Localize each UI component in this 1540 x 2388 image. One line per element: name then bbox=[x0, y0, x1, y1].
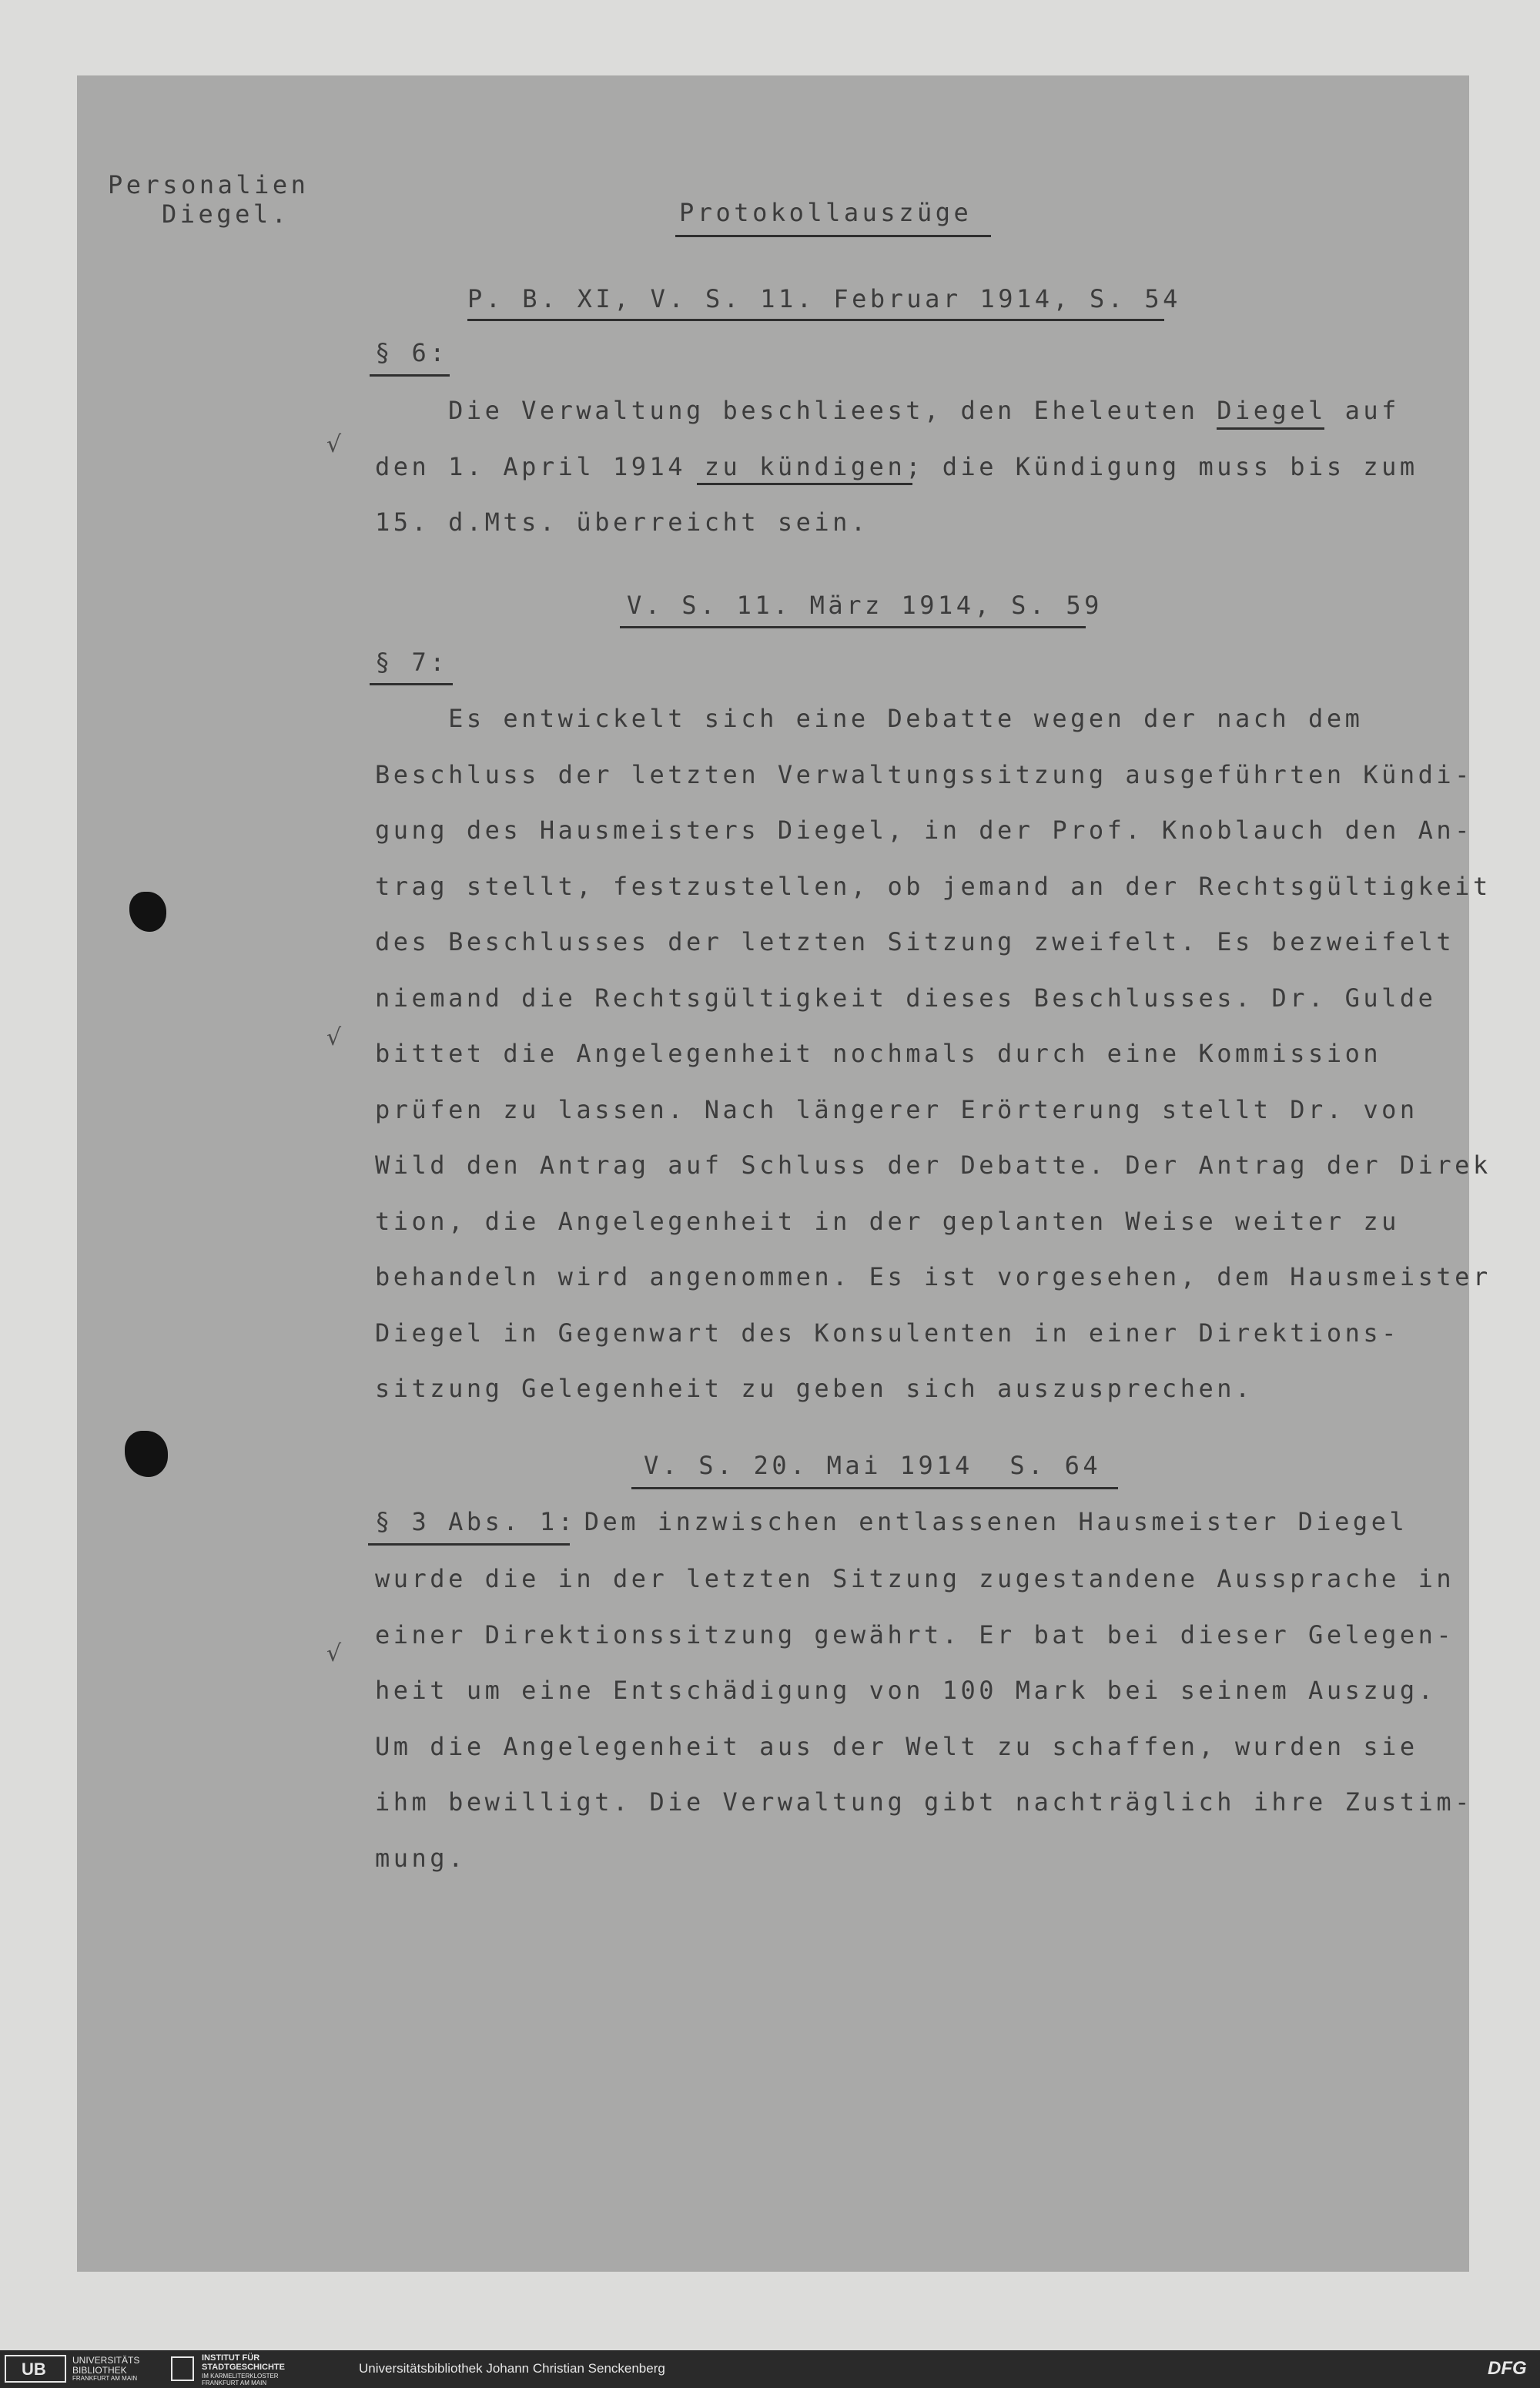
section2-paragraph-mark: § 7: bbox=[375, 648, 449, 677]
margin-note-line-1: Personalien bbox=[108, 170, 310, 199]
dfg-logo: DFG bbox=[1488, 2358, 1527, 2379]
text-line: Um die Angelegenheit aus der Welt zu schaffen, wurden sie bbox=[375, 1731, 1418, 1761]
text-line: 15. d.Mts. überreicht sein. bbox=[375, 507, 869, 537]
ub-logo-text: UB bbox=[22, 2360, 46, 2379]
ub-line-2: BIBLIOTHEK bbox=[72, 2365, 127, 2376]
text-line: einer Direktionssitzung gewährt. Er bat bei dieser Gelegen- bbox=[375, 1619, 1455, 1649]
ub-line-1: UNIVERSITÄTS bbox=[72, 2355, 140, 2366]
check-mark-1: √ bbox=[326, 431, 342, 458]
section3-mark-underline bbox=[368, 1543, 570, 1546]
text-line: tion, die Angelegenheit in der geplanten Weise weiter zu bbox=[375, 1206, 1400, 1236]
footer-bar bbox=[0, 2350, 1540, 2388]
section2-text bbox=[375, 691, 1491, 1417]
text-line: heit um eine Entschädigung von 100 Mark bei seinem Auszug. bbox=[375, 1676, 1437, 1705]
text-line: gung des Hausmeisters Diegel, in der Prof. Knoblauch den An- bbox=[375, 816, 1473, 845]
institut-line-2: STADTGESCHICHTE bbox=[202, 2363, 285, 2372]
text-line: Die Verwaltung beschlieest, den Eheleuten Diegel auf bbox=[375, 396, 1400, 425]
text-line: den 1. April 1914 zu kündigen; die Kündigung muss bis zum bbox=[375, 451, 1418, 481]
text-line: Es entwickelt sich eine Debatte wegen der nach dem bbox=[375, 704, 1364, 733]
text-line: niemand die Rechtsgültigkeit dieses Beschlusses. Dr. Gulde bbox=[375, 983, 1437, 1013]
section1-heading: P. B. XI, V. S. 11. Februar 1914, S. 54 bbox=[467, 284, 1181, 313]
institut-emblem bbox=[171, 2356, 194, 2381]
section3-paragraph-mark: § 3 Abs. 1: bbox=[375, 1507, 577, 1536]
institut-line-1: INSTITUT FÜR bbox=[202, 2353, 260, 2363]
text-line: Beschluss der letzten Verwaltungssitzung ausgeführten Kündi- bbox=[375, 759, 1473, 789]
ub-line-3: FRANKFURT AM MAIN bbox=[72, 2375, 138, 2382]
text-line: sitzung Gelegenheit zu geben sich auszusprechen. bbox=[375, 1374, 1254, 1403]
check-mark-2: √ bbox=[326, 1024, 342, 1051]
diegel-underline bbox=[1217, 427, 1324, 430]
margin-note-line-2: Diegel. bbox=[162, 199, 290, 229]
section3-heading-underline bbox=[631, 1487, 1118, 1489]
section2-mark-underline bbox=[370, 683, 453, 685]
text-line: ihm bewilligt. Die Verwaltung gibt nachträglich ihre Zustim- bbox=[375, 1787, 1473, 1817]
text-line: des Beschlusses der letzten Sitzung zweifelt. Es bezweifelt bbox=[375, 927, 1455, 956]
section2-heading-underline bbox=[620, 626, 1086, 628]
library-name: Universitätsbibliothek Johann Christian Senckenberg bbox=[359, 2361, 665, 2376]
document-title: Protokollauszüge bbox=[679, 198, 973, 227]
institut-line-3: IM KARMELITERKLOSTER bbox=[202, 2373, 279, 2380]
check-mark-3: √ bbox=[326, 1640, 342, 1667]
text-line: mung. bbox=[375, 1843, 467, 1873]
institut-line-4: FRANKFURT AM MAIN bbox=[202, 2380, 267, 2386]
text-line: behandeln wird angenommen. Es ist vorgesehen, dem Hausmeister bbox=[375, 1262, 1491, 1291]
text-line: bittet die Angelegenheit nochmals durch eine Kommission bbox=[375, 1039, 1382, 1068]
text-line: Wild den Antrag auf Schluss der Debatte. Der Antrag der Direk bbox=[375, 1150, 1491, 1180]
section1-heading-underline bbox=[467, 319, 1164, 321]
text-line: trag stellt, festzustellen, ob jemand an der Rechtsgültigkeit bbox=[375, 871, 1491, 901]
kuendigen-underline bbox=[697, 483, 912, 485]
section1-mark-underline bbox=[370, 374, 450, 377]
section3-first-line: Dem inzwischen entlassenen Hausmeister Diegel bbox=[566, 1507, 1408, 1536]
section3-heading: V. S. 20. Mai 1914 S. 64 bbox=[644, 1451, 1102, 1480]
ub-logo bbox=[5, 2355, 66, 2383]
section2-heading: V. S. 11. März 1914, S. 59 bbox=[627, 591, 1103, 620]
title-underline bbox=[675, 235, 991, 237]
section3-text bbox=[375, 1551, 1484, 1886]
text-line: wurde die in der letzten Sitzung zugestandene Aussprache in bbox=[375, 1564, 1455, 1593]
section1-paragraph-mark: § 6: bbox=[375, 338, 449, 367]
section1-text bbox=[375, 383, 1484, 551]
text-line: Diegel in Gegenwart des Konsulenten in einer Direktions- bbox=[375, 1318, 1400, 1348]
text-line: prüfen zu lassen. Nach längerer Erörterung stellt Dr. von bbox=[375, 1094, 1418, 1124]
